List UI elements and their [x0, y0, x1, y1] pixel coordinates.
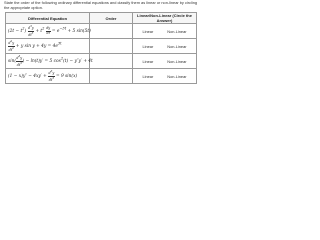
equation-2: [6, 39, 90, 54]
eq1-tail: + 5 sin(5t): [66, 29, 91, 34]
worksheet-page: [0, 0, 200, 81]
classification-cell-4: [133, 69, 197, 84]
equation-3: [6, 54, 93, 69]
eq4-rest: = 9 sin(x): [54, 74, 78, 79]
eq1-num-var: y: [31, 26, 34, 31]
linear-option-1[interactable]: Linear: [142, 28, 154, 34]
eq3-tail: (t) − y″y′ + 4t: [63, 59, 93, 64]
eq1-num2: dy: [46, 26, 51, 31]
eq2-den: dt: [8, 47, 13, 52]
eq3-prefix: sin(: [8, 59, 17, 64]
header-differential-equation: Differential Equation: [6, 13, 90, 24]
table-row: [6, 24, 197, 39]
classification-cell-2: [133, 39, 197, 54]
nonlinear-option-2[interactable]: Non-Linear: [167, 43, 187, 49]
classification-cell-1: [133, 24, 197, 39]
linear-option-2[interactable]: Linear: [142, 43, 154, 49]
eq1-mid-exp: 2: [42, 26, 45, 31]
eq3-rest-exp: 2: [60, 56, 64, 61]
eq1-num-d: d: [27, 26, 31, 31]
instructions-text: State the order of the following ordinary differential equations and classify them as linear or non-linear by circling the appropriate option.: [4, 0, 198, 10]
nonlinear-option-3[interactable]: Non-Linear: [167, 58, 187, 64]
eq2-num-d: d: [8, 41, 11, 46]
eq2-den-exp: 2: [12, 45, 14, 50]
eq1-num-exp: 3: [30, 24, 32, 28]
order-cell-2[interactable]: [90, 39, 133, 54]
order-cell-4[interactable]: [90, 69, 133, 84]
table-row: [6, 69, 197, 84]
eq4-den: dt: [48, 77, 53, 82]
eq2-num-exp: 2: [10, 39, 13, 43]
eq1-den: dt: [28, 32, 32, 37]
order-cell-3[interactable]: [90, 54, 133, 69]
eq3-den-exp: 3: [20, 60, 22, 65]
eq4-num-var: y: [52, 71, 55, 76]
eq1-rest-exp: −3t: [59, 26, 67, 31]
table-row: [6, 54, 197, 69]
eq4-den-exp: 3: [52, 75, 54, 80]
nonlinear-option-1[interactable]: Non-Linear: [167, 28, 187, 34]
equation-4: [6, 69, 90, 84]
eq3-rest: ) − ln(t)y′ = 5 cos: [22, 59, 61, 64]
equation-1: [6, 24, 90, 39]
nonlinear-option-4[interactable]: Non-Linear: [167, 73, 187, 79]
linear-option-3[interactable]: Linear: [142, 58, 154, 64]
eq2-rest-exp: 3t: [57, 41, 62, 46]
order-cell-1[interactable]: [90, 24, 133, 39]
eq1-paren: ): [24, 29, 27, 34]
eq1-den2: dt: [46, 30, 50, 35]
eq3-num-var: y: [20, 56, 23, 61]
eq1-mid: + t: [34, 29, 43, 34]
classification-cell-3: [133, 54, 197, 69]
eq2-rest: + y sin y + 4y = 4e: [14, 44, 58, 49]
eq1-rest: = e: [50, 29, 60, 34]
header-classification: Linear/Non-Linear (Circle the Answer): [133, 13, 197, 24]
eq4-prefix: (1 − x)y″ − 4xy′ +: [8, 74, 49, 79]
eq4-num-d: d: [48, 71, 51, 76]
header-order: Order: [90, 13, 133, 24]
eq2-num-var: y: [12, 41, 15, 46]
linear-option-4[interactable]: Linear: [142, 73, 154, 79]
eq3-num-d: d: [16, 56, 19, 61]
eq1-den-exp: 3: [31, 30, 34, 35]
eq4-num-exp: 3: [50, 69, 53, 73]
table-header-row: [6, 13, 197, 24]
eq1-prefix-exp: 2: [22, 26, 25, 31]
differential-equations-table: [5, 12, 197, 84]
eq1-prefix: (2t − t: [8, 29, 23, 34]
table-row: [6, 39, 197, 54]
eq3-num-exp: 3: [18, 54, 21, 58]
eq3-den: dt: [16, 62, 21, 67]
